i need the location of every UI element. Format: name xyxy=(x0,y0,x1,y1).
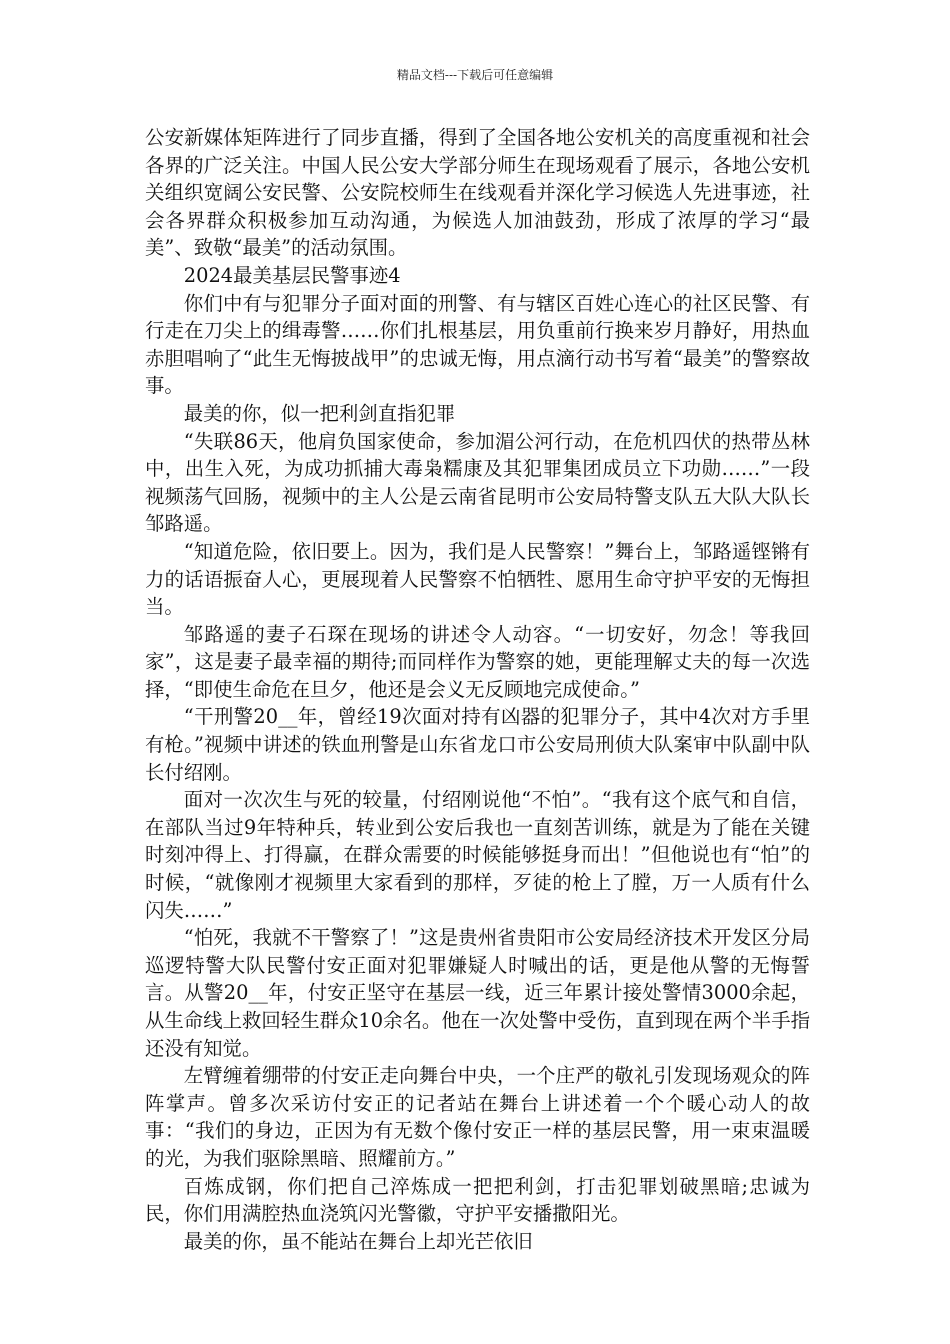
document-body xyxy=(145,124,810,1255)
paragraph-1: 公安新媒体矩阵进行了同步直播，得到了全国各地公安机关的高度重视和社会各界的广泛关注。中国人民公安大学部分师生在现场观看了展示，各地公安机关组织宽阔公安民警、公安院校师生在线观看并深化学习候选人先进事迹，社会各界群众积极参加互动沟通，为候选人加油鼓劲，形成了浓厚的学习“最美”、致敬“最美”的活动氛围。 xyxy=(145,126,810,260)
paragraph-6: “干刑警20__年，曾经19次面对持有凶器的犯罪分子，其中4次对方手里有枪。”视频中讲述的铁血刑警是山东省龙口市公安局刑侦大队案审中队副中队长付绍刚。 xyxy=(145,705,810,784)
section-heading: 2024最美基层民警事迹4 xyxy=(183,263,401,287)
paragraph-3: “失联86天，他肩负国家使命，参加湄公河行动，在危机四伏的热带丛林中，出生入死，为成功抓捕大毒枭糯康及其犯罪集团成员立下功勋……”一段视频荡气回肠，视频中的主人公是云南省昆明市公安局特警支队五大队大队长邹路遥。 xyxy=(145,429,810,536)
paragraph-8: “怕死，我就不干警察了！”这是贵州省贵阳市公安局经济技术开发区分局巡逻特警大队民警付安正面对犯罪嫌疑人时喊出的话，更是他从警的无悔誓言。从警20__年，付安正坚守在基层一线，近三年累计接处警情3000余起，从生命线上救回轻生群众10余名。他在一次处警中受伤，直到现在两个半手指还没有知觉。 xyxy=(145,926,810,1060)
paragraph-4: “知道危险，依旧要上。因为，我们是人民警察！”舞台上，邹路遥铿锵有力的话语振奋人心，更展现着人民警察不怕牺牲、愿用生命守护平安的无悔担当。 xyxy=(145,539,810,619)
paragraph-7: 面对一次次生与死的较量，付绍刚说他“不怕”。“我有这个底气和自信，在部队当过9年特种兵，转业到公安后我也一直刻苦训练，就是为了能在关键时刻冲得上、打得赢，在群众需要的时候能够挺身而出！”但他说也有“怕”的时候，“就像刚才视频里大家看到的那样，歹徒的枪上了膛，万一人质有什么闪失……” xyxy=(145,788,810,922)
subheading-2: 最美的你，虽不能站在舞台上却光芒依旧 xyxy=(183,1229,533,1253)
paragraph-5: 邹路遥的妻子石琛在现场的讲述令人动容。“一切安好，勿念！等我回家”，这是妻子最幸福的期待;而同样作为警察的她，更能理解丈夫的每一次选择，“即使生命危在旦夕，他还是会义无反顾地完成使命。” xyxy=(145,622,810,701)
paragraph-9: 左臂缠着绷带的付安正走向舞台中央，一个庄严的敬礼引发现场观众的阵阵掌声。曾多次采访付安正的记者站在舞台上讲述着一个个暖心动人的故事：“我们的身边，正因为有无数个像付安正一样的基层民警，用一束束温暖的光，为我们驱除黑暗、照耀前方。” xyxy=(145,1064,810,1170)
paragraph-10: 百炼成钢，你们把自己淬炼成一把把利剑，打击犯罪划破黑暗;忠诚为民，你们用满腔热血浇筑闪光警徽，守护平安播撒阳光。 xyxy=(145,1174,810,1226)
subheading-1: 最美的你，似一把利剑直指犯罪 xyxy=(183,401,456,425)
paragraph-2: 你们中有与犯罪分子面对面的刑警、有与辖区百姓心连心的社区民警、有行走在刀尖上的缉毒警……你们扎根基层，用负重前行换来岁月静好，用热血赤胆唱响了“此生无悔披战甲”的忠诚无悔，用点滴行动书写着“最美”的警察故事。 xyxy=(145,291,810,398)
page-header: 精品文档---下载后可任意编辑 xyxy=(396,68,554,82)
